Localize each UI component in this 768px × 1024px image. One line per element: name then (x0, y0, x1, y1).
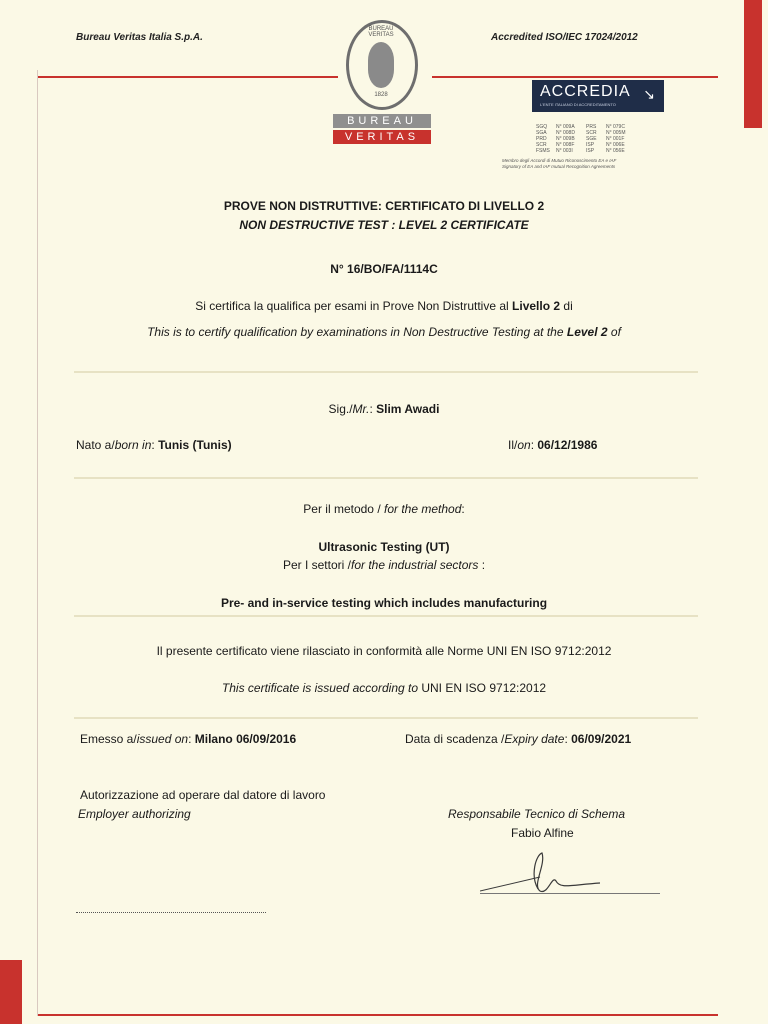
logo-year: 1828 (374, 92, 388, 98)
accredia-code-cell: N° 005M (606, 130, 626, 136)
born-label-en: born in (114, 438, 152, 452)
expiry-label-it: Data di scadenza / (405, 732, 505, 746)
accredia-note-it: Membro degli Accordi di Mutuo Riconoscimento EA e IAF (502, 158, 617, 163)
method-value: Ultrasonic Testing (UT) (318, 540, 450, 554)
sectors-label-it: Per I settori / (282, 558, 351, 572)
person-name-row: Sig./Mr.: Slim Awadi (328, 402, 440, 416)
accredia-code-cell: PRD (536, 136, 547, 142)
issue-label-en: issued on (136, 732, 189, 746)
separator-1 (74, 371, 698, 373)
accredia-code-cell: N° 008F (556, 142, 575, 148)
issue-value: Milano 06/09/2016 (194, 732, 297, 746)
employer-it: Autorizzazione ad operare dal datore di lavoro (80, 788, 326, 802)
expiry-row: Data di scadenza /Expiry date: 06/09/2021 (405, 732, 632, 746)
intro-en (0, 325, 768, 339)
bureau-veritas-logo (342, 20, 422, 114)
accredia-code-cell: N° 079C (606, 124, 625, 130)
signature-icon (480, 845, 660, 905)
intro-it (0, 299, 768, 313)
accredia-code-cell: SCR (586, 130, 597, 136)
frame-bottom-line (38, 1014, 718, 1016)
responsible-name: Fabio Alfine (511, 826, 574, 840)
accredia-code-cell: ISP (586, 142, 595, 148)
norm-en-text: This certificate is issued according to (221, 681, 422, 695)
accredia-code-cell: N° 009B (556, 136, 575, 142)
sectors-label: Per I settori /for the industrial sectors : (282, 558, 486, 572)
intro-it-suffix: di (560, 299, 573, 313)
born-label-it: Nato a/ (76, 438, 115, 452)
bottom-left-red-bar (0, 960, 22, 1024)
accredia-codes-table (536, 124, 686, 154)
person-label-it: Sig./ (328, 402, 353, 416)
accredia-code-cell: SCR (536, 142, 547, 148)
sectors-value: Pre- and in-service testing which includes manufacturing (220, 596, 548, 610)
separator-4 (74, 717, 698, 719)
method-label: Per il metodo / for the method: (303, 502, 465, 516)
accredia-note-en: Signatory of EA and IAF mutual Recognition Agreements (502, 164, 616, 169)
birth-date-row: Il/on: 06/12/1986 (508, 438, 598, 452)
accredia-code-cell: N° 006E (606, 142, 625, 148)
intro-en-level: Level 2 (566, 325, 608, 339)
separator-2 (74, 477, 698, 479)
certificate-number: N° 16/BO/FA/1114C (330, 262, 438, 276)
employer-signature-line (76, 912, 266, 913)
norm-it: Il presente certificato viene rilasciato in conformità alle Norme UNI EN ISO 9712:2012 (156, 644, 612, 658)
accreditation-text: Accredited ISO/IEC 17024/2012 (491, 32, 638, 43)
title-it: PROVE NON DISTRUTTIVE: CERTIFICATO DI LIVELLO 2 (223, 199, 545, 213)
accredia-note (502, 158, 702, 170)
accredia-logo (532, 80, 664, 112)
accredia-code-cell: PRS (586, 124, 597, 130)
accredia-code-cell: N° 009A (556, 124, 575, 130)
accredia-code-cell: ISP (586, 148, 595, 154)
logo-figure-icon (368, 42, 394, 88)
logo-bureau-label: BUREAU (333, 114, 431, 128)
accredia-subtitle: L'ENTE ITALIANO DI ACCREDITAMENTO (540, 102, 616, 107)
method-label-it: Per il metodo / (303, 502, 384, 516)
birth-date: 06/12/1986 (537, 438, 598, 452)
issue-row: Emesso a/issued on: Milano 06/09/2016 (80, 732, 297, 746)
top-right-red-bar (744, 0, 762, 128)
person-name: Slim Awadi (376, 402, 440, 416)
frame-top-left-line (38, 76, 338, 78)
accredia-code-cell: N° 056E (606, 148, 625, 154)
sectors-label-en: for the industrial sectors (350, 558, 479, 572)
expiry-value: 06/09/2021 (571, 732, 632, 746)
accredia-code-cell: SGA (536, 130, 547, 136)
logo-ring-text: BUREAU VERITAS (368, 26, 394, 38)
employer-en: Employer authorizing (78, 807, 191, 821)
title-en: NON DESTRUCTIVE TEST : LEVEL 2 CERTIFICATE (239, 218, 529, 232)
on-label-en: on (517, 438, 531, 452)
company-name: Bureau Veritas Italia S.p.A. (76, 32, 203, 43)
intro-en-suffix: of (607, 325, 621, 339)
frame-top-right-line (432, 76, 718, 78)
responsible-role: Responsabile Tecnico di Schema (448, 807, 625, 821)
intro-en-text: This is to certify qualification by examinations in Non Destructive Testing at the (147, 325, 567, 339)
accredia-code-cell: N° 003I (556, 148, 573, 154)
accredia-name: ACCREDIA (540, 83, 631, 100)
accredia-code-cell: SGE (586, 136, 597, 142)
method-label-en: for the method (383, 502, 462, 516)
logo-veritas-label: VERITAS (333, 130, 431, 144)
accredia-code-cell: N° 001F (606, 136, 625, 142)
birth-place-row: Nato a/born in: Tunis (Tunis) (76, 438, 232, 452)
accredia-code-cell: SGQ (536, 124, 548, 130)
person-label-en: Mr. (352, 402, 370, 416)
issue-label-it: Emesso a/ (80, 732, 137, 746)
accredia-code-cell: FSMS (536, 148, 550, 154)
accredia-code-row (536, 148, 686, 154)
birth-place: Tunis (Tunis) (158, 438, 232, 452)
intro-it-text: Si certifica la qualifica per esami in Prove Non Distruttive al (195, 299, 513, 313)
separator-3 (74, 615, 698, 617)
signature-line (480, 893, 660, 894)
norm-en (0, 681, 768, 695)
accredia-code-cell: N° 008D (556, 130, 575, 136)
norm-en-standard: UNI EN ISO 9712:2012 (421, 681, 547, 695)
intro-it-level: Livello 2 (512, 299, 561, 313)
on-label-it: Il/ (508, 438, 518, 452)
accredia-flag-icon: ↘ (643, 86, 656, 102)
expiry-label-en: Expiry date (504, 732, 565, 746)
